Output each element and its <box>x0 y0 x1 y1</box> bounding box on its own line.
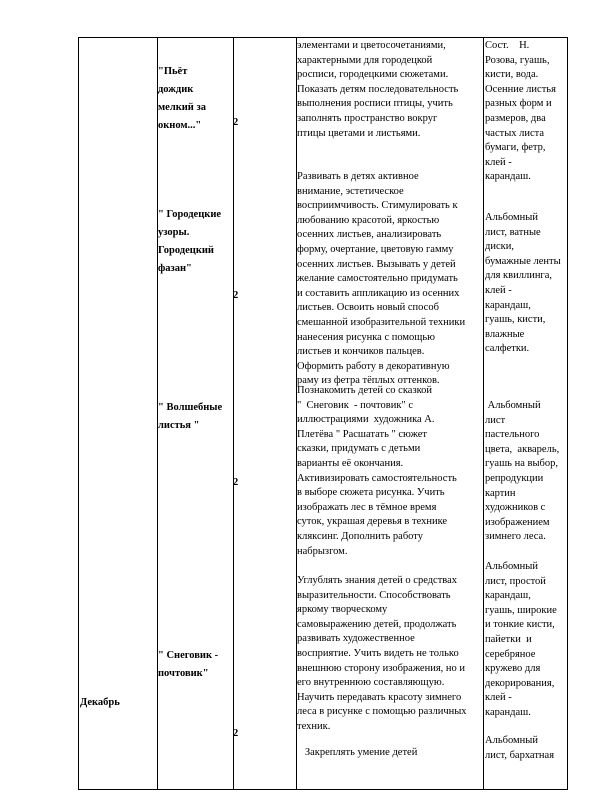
text-line: Углублять знания детей о средствах <box>297 575 458 586</box>
materials-text <box>485 399 559 545</box>
text-line: листьев. Освоить новый способ <box>297 302 439 314</box>
text-line: техник. <box>297 720 331 732</box>
text-line: Познакомить детей со сказкой <box>297 385 433 396</box>
text-line: " Снеговик - почтовик" с <box>297 399 413 411</box>
text-line: лист, ватные <box>485 226 541 238</box>
text-line: смешанной изобразительной техники <box>297 316 466 328</box>
topic-line: дождик <box>158 84 194 95</box>
text-line: Осенние листья <box>485 83 556 95</box>
text-line: Розова, гуашь, <box>485 54 550 66</box>
text-line: росписи, городецкими сюжетами. <box>297 69 449 81</box>
text-line: клей - <box>485 284 512 296</box>
topic-line: почтовик" <box>158 668 209 679</box>
text-line: бумажные ленты <box>485 255 561 267</box>
text-line: лист, бархатная <box>485 749 555 761</box>
text-line: восприимчивость. Стимулировать к <box>297 200 458 212</box>
text-line: гуашь, кисти, <box>485 314 546 326</box>
text-line: в выборе сюжета рисунка. Учить <box>297 487 445 499</box>
text-line: Оформить работу в декоративную <box>297 360 450 372</box>
text-line: характерными для городецкой <box>297 54 433 66</box>
text-line: гуашь на выбор, <box>485 458 558 470</box>
text-line: иллюстрациями художника А. <box>297 414 435 426</box>
task-text <box>297 746 417 761</box>
topic-line: фазан" <box>158 263 192 274</box>
hours-value: 2 <box>233 477 239 488</box>
materials-text <box>485 211 561 357</box>
text-line: любованию красотой, яркостью <box>297 214 440 226</box>
text-line: яркому творческому <box>297 604 388 616</box>
text-line: диски, <box>485 241 514 253</box>
text-line: раму из фетра тёплых оттенков. <box>297 375 440 387</box>
task-text <box>297 39 458 141</box>
text-line: и тонкие кисти, <box>485 619 555 631</box>
text-line: листьев и кончиков пальцев. <box>297 346 425 358</box>
text-line: зимнего леса. <box>485 531 546 543</box>
text-line: леса в рисунке с помощью различных <box>297 706 467 718</box>
hours-value: 2 <box>233 290 239 301</box>
text-line: пастельного <box>485 429 540 441</box>
text-line: Плетёва " Расшатать " сюжет <box>297 428 428 440</box>
month-label: Декабрь <box>80 697 120 708</box>
text-line: сказки, придумать с детьми <box>297 443 421 455</box>
text-line: гуашь, широкие <box>485 604 557 616</box>
text-line: кляксинг. Дополнить работу <box>297 530 423 542</box>
topic-line: листья " <box>158 420 200 431</box>
text-line: выполнения росписи птицы, учить <box>297 98 453 110</box>
materials-text <box>485 734 554 763</box>
text-line: кисти, вода. <box>485 69 539 81</box>
text-line: изображением <box>485 516 550 528</box>
text-line: лист <box>485 414 506 426</box>
text-line: заполнять пространство вокруг <box>297 112 438 124</box>
text-line: восприятие. Учить видеть не только <box>297 647 459 659</box>
text-line: Альбомный <box>485 735 538 746</box>
text-line: карандаш, <box>485 299 531 311</box>
text-line: Сост. Н. <box>485 40 530 51</box>
text-line: внешнюю сторону изображения, но и <box>297 662 466 674</box>
text-line: осенних листьев. Вызывать у детей <box>297 258 456 270</box>
text-line: разных форм и <box>485 98 552 110</box>
text-line: лист, простой <box>485 575 546 587</box>
text-line: бумаги, фетр, <box>485 142 546 154</box>
topic-line: узоры. <box>158 227 190 238</box>
text-line: репродукции <box>485 472 544 484</box>
text-line: Активизировать самостоятельность <box>297 472 457 484</box>
text-line: клей - <box>485 692 512 704</box>
text-line: Научить передавать красоту зимнего <box>297 691 462 703</box>
text-line: Показать детям последовательность <box>297 83 459 95</box>
text-line: салфетки. <box>485 343 530 355</box>
materials-text <box>485 560 557 721</box>
hours-value: 2 <box>233 728 239 739</box>
text-line: Альбомный <box>485 212 538 223</box>
text-line: Развивать в детях активное <box>297 171 419 182</box>
text-line: Альбомный <box>485 400 541 411</box>
task-text <box>297 574 467 735</box>
text-line: карандаш. <box>485 706 531 718</box>
topic-line: окном..." <box>158 120 202 131</box>
text-line: и составить аппликацию из осенних <box>297 287 460 299</box>
topic-line: " Городецкие <box>158 209 222 220</box>
text-line: желание самостоятельно придумать <box>297 273 458 285</box>
text-line: серебряное <box>485 648 536 660</box>
task-text <box>297 170 465 389</box>
text-line: Закреплять умение детей <box>297 747 418 758</box>
materials-text <box>485 39 556 185</box>
text-line: выразительности. Способствовать <box>297 589 451 601</box>
text-line: картин <box>485 487 516 499</box>
text-line: влажные <box>485 328 525 340</box>
topic-line: Городецкий <box>158 245 214 256</box>
text-line: клей - <box>485 156 512 168</box>
text-line: пайетки и <box>485 633 532 645</box>
text-line: карандаш. <box>485 171 531 183</box>
text-line: кружево для <box>485 663 541 675</box>
topic-line: " Волшебные <box>158 402 223 413</box>
task-text <box>297 384 457 559</box>
text-line: Альбомный <box>485 561 538 572</box>
text-line: размеров, два <box>485 112 546 124</box>
text-line: элементами и цветосочетаниями, <box>297 40 446 51</box>
text-line: для квиллинга, <box>485 270 553 282</box>
text-line: птицы цветами и листьями. <box>297 127 421 139</box>
column-divider <box>483 38 484 789</box>
text-line: осенних листьев, анализировать <box>297 229 442 241</box>
text-line: его внутреннюю составляющую. <box>297 677 445 689</box>
text-line: художников с <box>485 502 546 514</box>
column-divider <box>233 38 234 789</box>
text-line: нанесения рисунка с помощью <box>297 331 436 343</box>
topic-line: мелкий за <box>158 102 206 113</box>
text-line: набрызгом. <box>297 545 348 557</box>
text-line: декорирования, <box>485 677 555 689</box>
text-line: внимание, эстетическое <box>297 185 404 197</box>
text-line: частых листа <box>485 127 545 139</box>
text-line: развивать художественное <box>297 633 415 645</box>
topic-line: " Снеговик - <box>158 650 219 661</box>
topic-line: "Пьёт <box>158 66 188 77</box>
hours-value: 2 <box>233 117 239 128</box>
text-line: варианты её окончания. <box>297 457 404 469</box>
text-line: суток, украшая деревья в технике <box>297 516 448 528</box>
text-line: карандаш, <box>485 590 531 602</box>
text-line: форму, очертание, цветовую гамму <box>297 243 454 255</box>
text-line: самовыражению детей, продолжать <box>297 618 457 630</box>
text-line: цвета, акварель, <box>485 443 560 455</box>
text-line: изображать лес в тёмное время <box>297 501 437 513</box>
